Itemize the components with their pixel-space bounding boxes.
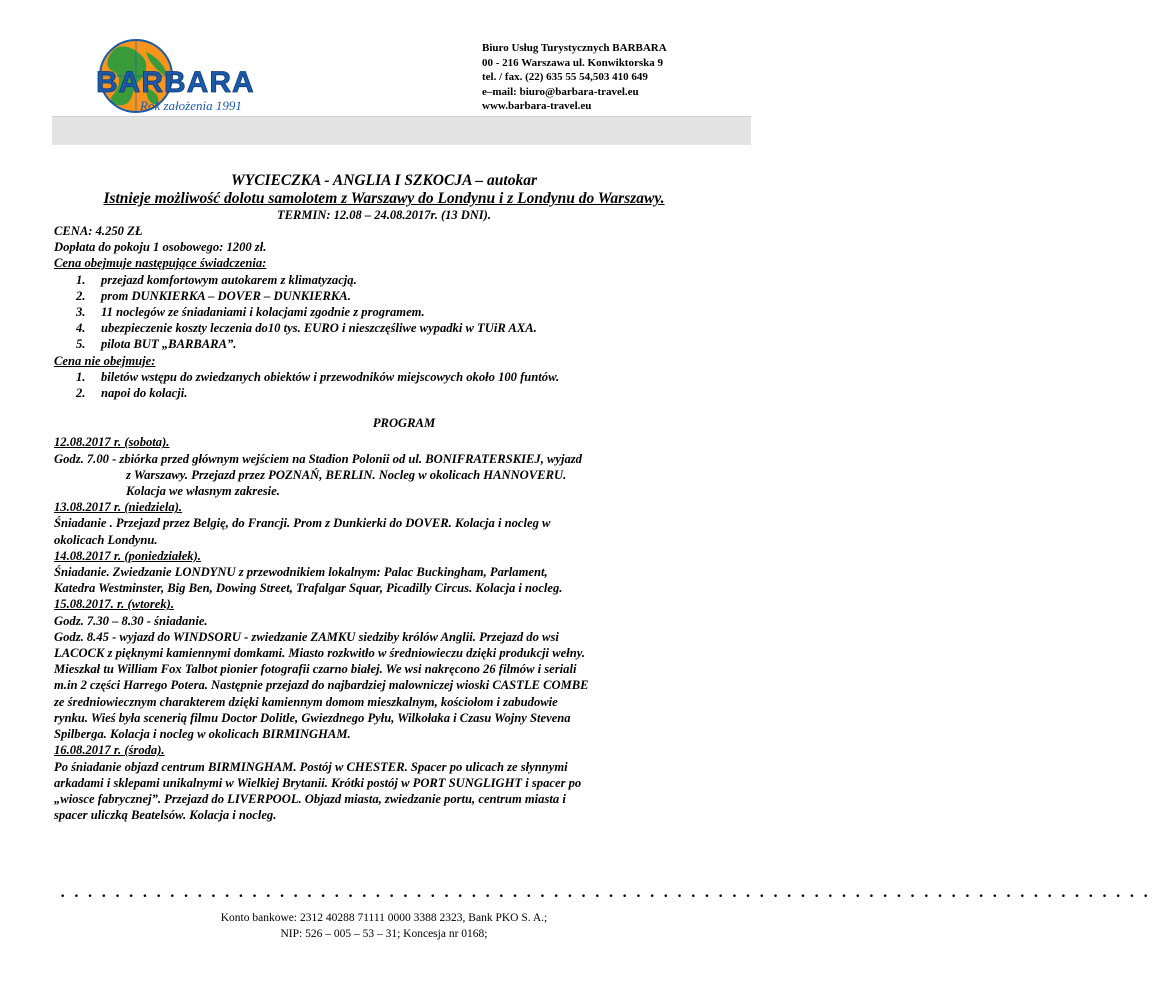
program-day: [54, 596, 734, 742]
list-item: 2. napoi do kolacji.: [76, 386, 188, 401]
footer-bank-account: Konto bankowe: 2312 40288 71111 0000 3388 2323, Bank PKO S. A.;: [220, 912, 548, 924]
company-email: e–mail: biuro@barbara-travel.eu: [482, 85, 639, 98]
list-item: 2. prom DUNKIERKA – DOVER – DUNKIERKA.: [76, 288, 351, 303]
document-body: [54, 223, 734, 823]
header-divider-bar: [52, 116, 751, 145]
day-line: m.in 2 części Harrego Potera. Następnie przejazd do najbardziej malowniczej wioski CASTLE COMBE: [54, 678, 589, 693]
day-line: Godz. 7.00 - zbiórka przed głównym wejściem na Stadion Polonii od ul. BONIFRATERSKIEJ, wyjazd: [54, 451, 582, 466]
day-line: spacer uliczką Beatelsów. Kolacja i nocleg.: [54, 808, 277, 823]
day-line: Spilberga. Kolacja i nocleg w okolicach BIRMINGHAM.: [54, 727, 351, 742]
day-line: Mieszkał tu William Fox Talbot pionier fotografii czarno białej. We wsi nakręcono 26 filmów i seriali: [54, 662, 577, 677]
day-line: rynku. Wieś była scenerią filmu Doctor Dolitle, Gwiezdnego Pyłu, Wilkołaka i Czasu Wojny Stevena: [54, 710, 571, 725]
program-heading: PROGRAM: [372, 416, 436, 431]
day-line: Katedra Westminster, Big Ben, Dowing Street, Trafalgar Squar, Picadilly Circus. Kolacja i nocleg.: [54, 581, 563, 596]
program-day: [54, 742, 734, 823]
page-title: WYCIECZKA - ANGLIA I SZKOCJA – autokar: [230, 172, 538, 189]
day-date: 14.08.2017 r. (poniedziałek).: [54, 548, 201, 563]
company-phone: tel. / fax. (22) 635 55 54,503 410 649: [482, 71, 648, 83]
includes-heading: Cena obejmuje następujące świadczenia:: [54, 256, 267, 271]
logo-brand: BARBARA: [96, 66, 255, 99]
list-item: 4. ubezpieczenie koszty leczenia do10 tys. EURO i nieszczęśliwe wypadki w TUiR AXA.: [76, 321, 537, 336]
day-date: 16.08.2017 r. (środa).: [54, 743, 165, 758]
day-date: 13.08.2017 r. (niedziela).: [54, 500, 183, 515]
company-info: [482, 41, 667, 114]
single-room-surcharge: Dopłata do pokoju 1 osobowego: 1200 zł.: [54, 240, 267, 255]
company-address: 00 - 216 Warszawa ul. Konwiktorska 9: [482, 56, 664, 69]
day-line: z Warszawy. Przejazd przez POZNAŃ, BERLIN. Nocleg w okolicach HANNOVERU.: [126, 467, 567, 482]
day-line: ze średniowiecznym charakterem dzięki kamiennym domom mieszkalnym, kościołom i zabudowie: [54, 694, 558, 709]
includes-list: [54, 272, 734, 353]
day-line: Po śniadanie objazd centrum BIRMINGHAM. Postój w CHESTER. Spacer po ulicach ze słynnymi: [54, 759, 568, 774]
day-line: Śniadanie . Przejazd przez Belgię, do Francji. Prom z Dunkierki do DOVER. Kolacja i nocleg w: [54, 516, 551, 531]
page-subtitle: Istnieje możliwość dolotu samolotem z Warszawy do Londynu i z Londynu do Warszawy.: [103, 190, 665, 207]
day-line: Śniadanie. Zwiedzanie LONDYNU z przewodnikiem lokalnym: Palac Buckingham, Parlament,: [54, 565, 548, 580]
footer-nip-license: NIP: 526 – 005 – 53 – 31; Koncesja nr 0168;: [280, 928, 488, 940]
barbara-logo: [76, 38, 286, 122]
price: CENA: 4.250 ZŁ: [54, 224, 143, 238]
company-name: Biuro Usług Turystycznych BARBARA: [482, 42, 667, 54]
day-line: Kolacja we własnym zakresie.: [126, 484, 280, 499]
logo-tagline: Rok założenia 1991: [140, 98, 242, 113]
day-date: 12.08.2017 r. (sobota).: [54, 435, 170, 450]
program-day: [54, 434, 734, 499]
excludes-heading: Cena nie obejmuje:: [54, 353, 156, 368]
list-item: 1. biletów wstępu do zwiedzanych obiektów i przewodników miejscowych około 100 funtów.: [76, 369, 560, 384]
day-line: Godz. 7.30 – 8.30 - śniadanie.: [54, 613, 208, 628]
program-day: [54, 499, 734, 548]
day-line: arkadami i sklepami unikalnymi w Wielkiej Brytanii. Krótki postój w PORT SUNGLIGHT i spacer po: [54, 775, 582, 790]
program-day: [54, 548, 734, 597]
excludes-list: [54, 369, 734, 401]
day-line: LACOCK z pięknymi kamiennymi domkami. Miasto rozkwitło w średniowieczu dzięki produkcji wełny.: [54, 646, 585, 661]
day-line: okolicach Londynu.: [54, 532, 158, 547]
day-date: 15.08.2017. r. (wtorek).: [54, 597, 174, 612]
list-item: 5. pilota BUT „BARBARA”.: [76, 337, 237, 352]
company-website: www.barbara-travel.eu: [482, 100, 592, 112]
list-item: 1. przejazd komfortowym autokarem z klimatyzacją.: [76, 272, 357, 287]
day-line: „wiosce fabrycznej”. Przejazd do LIVERPOOL. Objazd miasta, zwiedzanie portu, centrum miasta i: [54, 791, 566, 806]
list-item: 3. 11 noclegów ze śniadaniami i kolacjami zgodnie z programem.: [76, 305, 425, 320]
footer-dotted-divider: ••••••••••••••••••••••••••••••••••••••••••••••••••••••••••••••••••••••••••••••••: [60, 892, 1157, 902]
trip-dates: TERMIN: 12.08 – 24.08.2017r. (13 DNI).: [277, 208, 491, 222]
day-line: Godz. 8.45 - wyjazd do WINDSORU - zwiedzanie ZAMKU siedziby królów Anglii. Przejazd do wsi: [54, 629, 559, 644]
